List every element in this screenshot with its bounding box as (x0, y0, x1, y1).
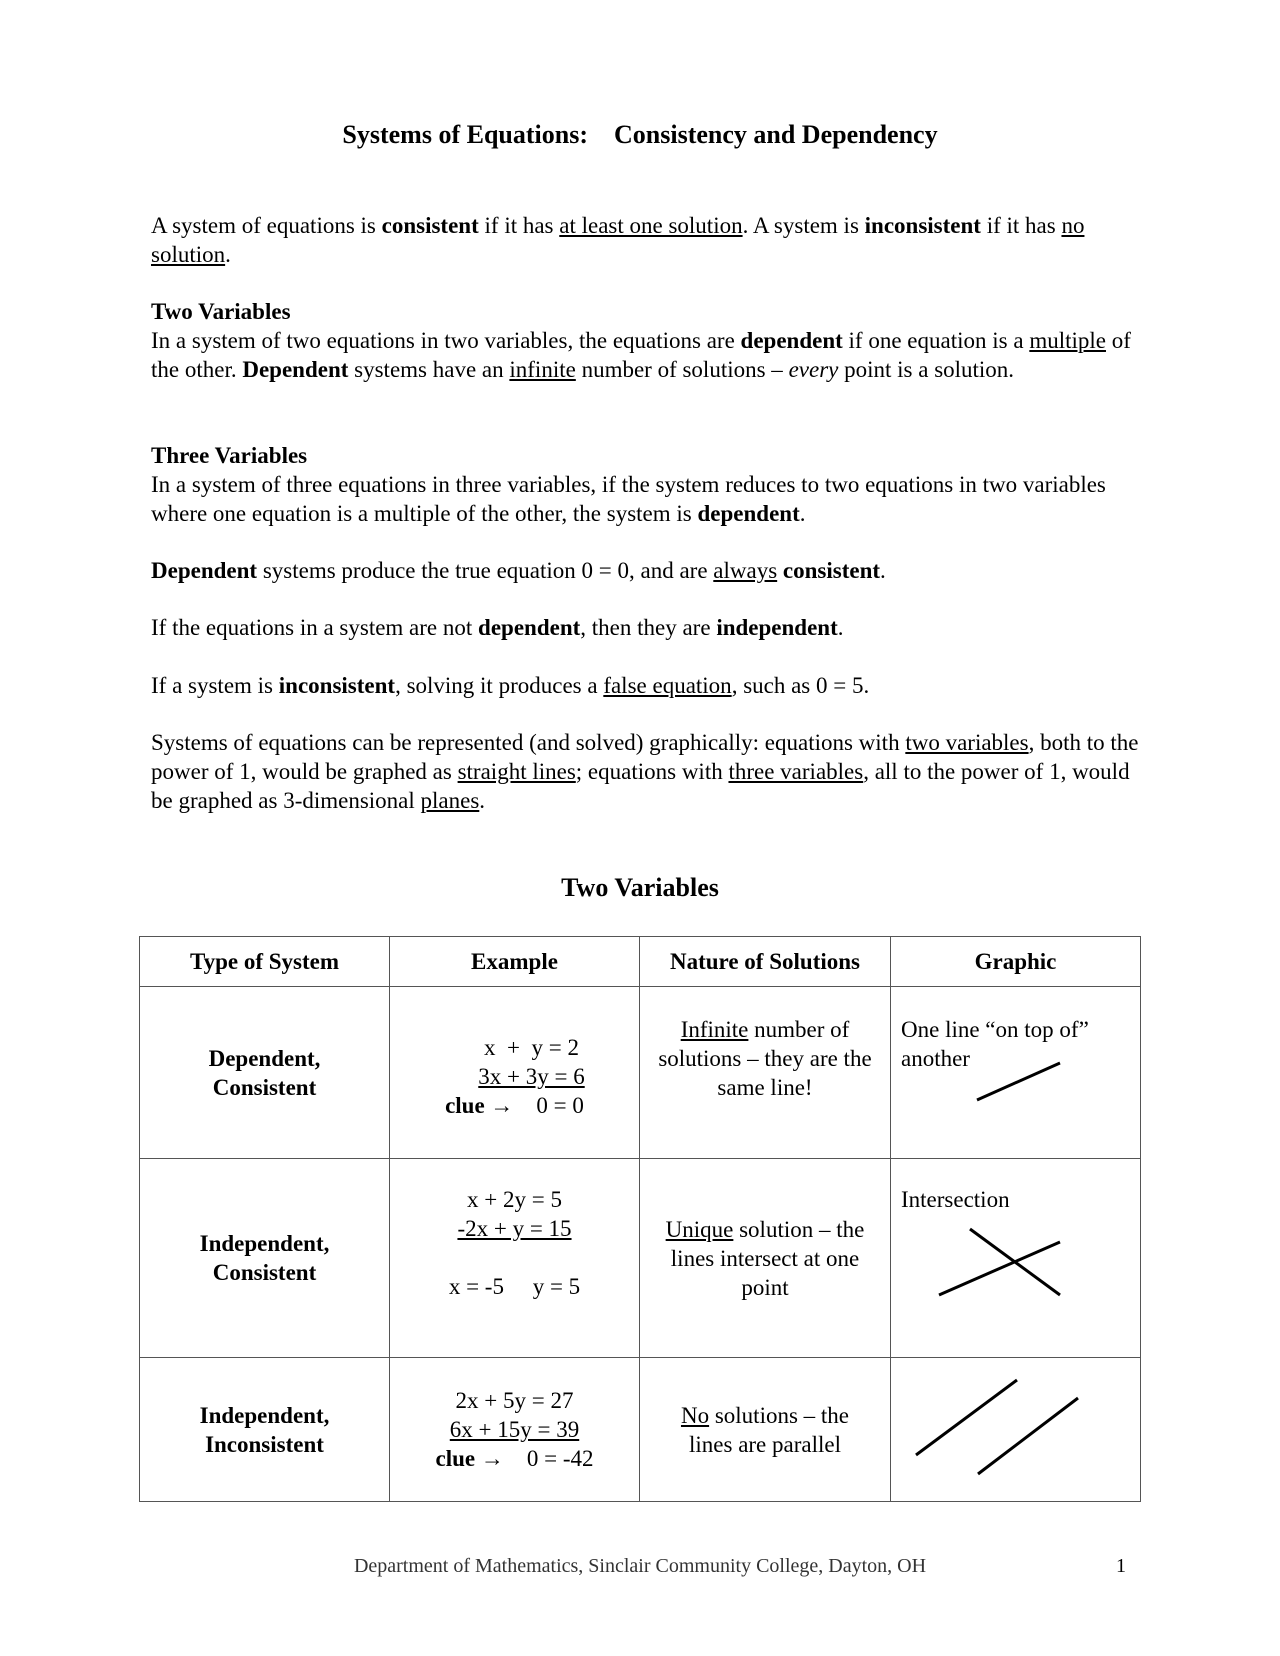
intersecting-lines-icon (891, 1159, 1141, 1331)
nature-cell: Unique solution – the lines intersect at one point (640, 1159, 891, 1358)
dependent-note: Dependent systems produce the true equation 0 = 0, and are always consistent. (151, 558, 886, 583)
arrow-icon: → (480, 1446, 504, 1471)
page-number: 1 (1116, 1555, 1126, 1577)
example-cell (390, 1159, 640, 1358)
example-cell (390, 987, 640, 1159)
table-heading: Two Variables (561, 873, 719, 902)
inconsistent-note: If a system is inconsistent, solving it produces a false equation, such as 0 = 5. (151, 673, 870, 698)
equation-1: 2x + 5y = 27 (455, 1388, 574, 1413)
column-header-graphic: Graphic (891, 937, 1141, 987)
clue-line: clue → 0 = 0 (445, 1093, 584, 1118)
nature-cell: Infinite number of solutions – they are the same line! (640, 987, 891, 1159)
column-header-type: Type of System (140, 937, 390, 987)
type-cell: Independent, Inconsistent (140, 1358, 390, 1502)
two-variables-paragraph: In a system of two equations in two variables, the equations are dependent if one equation is a multiple of the other. Dependent systems have an infinite number of solutions – every point is a solution. (151, 328, 1131, 382)
graphic-line (970, 1229, 1060, 1295)
table-row (140, 1159, 1141, 1358)
graphic-line (916, 1380, 1017, 1455)
equation-1: x + y = 2 (484, 1035, 579, 1060)
two-variables-heading: Two Variables (151, 299, 291, 324)
intro-paragraph: A system of equations is consistent if it has at least one solution. A system is inconsistent if it has no solution. (151, 213, 1085, 267)
type-cell: Dependent, Consistent (140, 987, 390, 1159)
equation-2: 3x + 3y = 6 (478, 1064, 585, 1089)
three-variables-paragraph: In a system of three equations in three variables, if the system reduces to two equations in two variables where one equation is a multiple of the other, the system is dependent. (151, 472, 1106, 526)
graphic-line (977, 1063, 1060, 1100)
graphical-note: Systems of equations can be represented (and solved) graphically: equations with two variables, both to the power of 1, would be graphed as straight lines; equations with three variables, all to the power of 1, would be graphed as 3-dimensional planes. (151, 730, 1139, 813)
independent-note: If the equations in a system are not dependent, then they are independent. (151, 615, 844, 640)
clue-line: clue → 0 = -42 (435, 1446, 594, 1471)
type-cell: Independent, Consistent (140, 1159, 390, 1358)
three-variables-section (151, 441, 1141, 528)
parallel-lines-icon (891, 1358, 1141, 1501)
systems-table (139, 936, 1141, 1502)
graphic-line (978, 1398, 1078, 1474)
page-title: Systems of Equations: Consistency and Dependency (342, 120, 938, 149)
three-variables-heading: Three Variables (151, 443, 308, 468)
table-row (140, 987, 1141, 1159)
graphic-cell: Intersection (891, 1159, 1141, 1358)
footer-text: Department of Mathematics, Sinclair Community College, Dayton, OH (353, 1555, 927, 1577)
equation-2: 6x + 15y = 39 (449, 1417, 580, 1442)
graphic-cell: One line “on top of” another (891, 987, 1141, 1159)
column-header-nature: Nature of Solutions (640, 937, 891, 987)
table-header-row (140, 937, 1141, 987)
example-cell (390, 1358, 640, 1502)
nature-cell: No solutions – the lines are parallel (640, 1358, 891, 1502)
graphic-cell (891, 1358, 1141, 1502)
single-line-icon (891, 987, 1141, 1130)
table-row (140, 1358, 1141, 1502)
equation-1: x + 2y = 5 (467, 1187, 562, 1212)
equation-2: -2x + y = 15 (457, 1216, 572, 1241)
two-variables-section (151, 297, 1141, 384)
column-header-example: Example (390, 937, 640, 987)
solution-line: x = -5 y = 5 (448, 1274, 581, 1299)
arrow-icon: → (490, 1093, 514, 1118)
